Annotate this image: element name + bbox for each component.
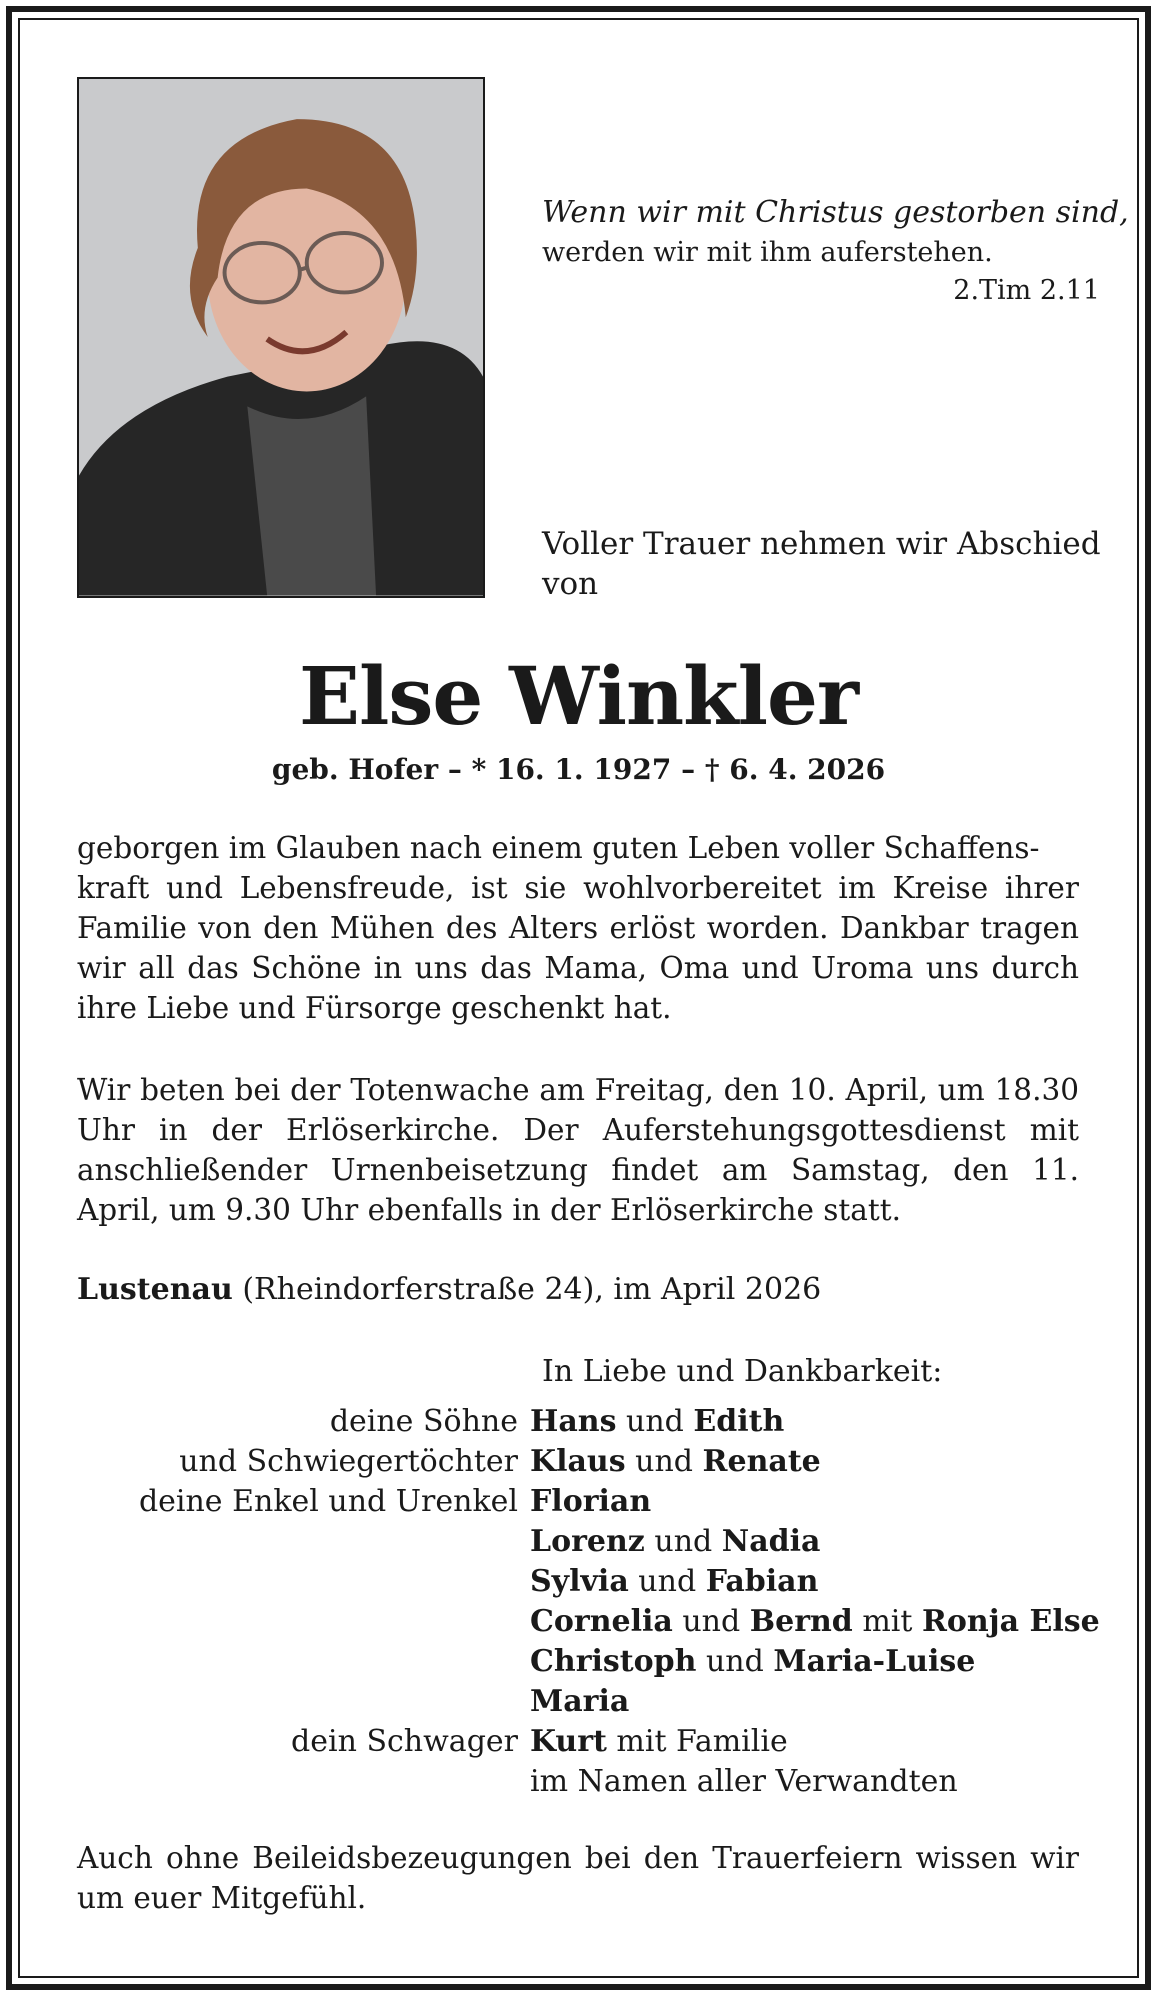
mourner-connector: und	[696, 1644, 774, 1679]
mourner-relation: deine Enkel und Urenkel	[138, 1484, 518, 1519]
closing-paragraph: Auch ohne Beileidsbezeugungen bei den Trauerfeiern wissen wir um euer Mitgefühl.	[77, 1841, 1079, 1915]
mourner-row	[0, 1482, 1157, 1522]
mourner-names	[530, 1562, 1157, 1602]
mourner-names	[530, 1602, 1157, 1642]
mourner-row	[0, 1602, 1157, 1642]
mourner-name: Sylvia	[530, 1564, 629, 1599]
mourner-name: Lorenz	[530, 1524, 645, 1559]
mourner-name: Renate	[702, 1444, 821, 1479]
deceased-dates: geb. Hofer – * 16. 1. 1927 – † 6. 4. 2026	[271, 753, 886, 786]
mourner-relation: und Schwiegertöchter	[179, 1444, 518, 1479]
mourner-names	[530, 1482, 1157, 1522]
mourner-row	[0, 1642, 1157, 1682]
mourner-name: Cornelia	[530, 1604, 673, 1639]
mourner-name: Hans	[530, 1404, 617, 1439]
portrait-photo	[77, 77, 485, 598]
mourner-row	[0, 1682, 1157, 1722]
mourner-connector: mit Familie	[606, 1724, 788, 1759]
mourner-relation	[0, 1682, 530, 1722]
verse-line-1: Wenn wir mit Christus gestorben sind,	[542, 195, 1129, 230]
mourner-relation: deine Söhne	[329, 1404, 518, 1439]
mourner-name: Christoph	[530, 1644, 697, 1679]
mourner-name: Klaus	[530, 1444, 626, 1479]
mourner-name: Florian	[530, 1484, 652, 1519]
deceased-name: Else Winkler	[298, 649, 858, 743]
mourner-row	[0, 1442, 1157, 1482]
mourner-row	[0, 1522, 1157, 1562]
mourner-names	[530, 1682, 1157, 1722]
mourner-connector: mit	[852, 1604, 922, 1639]
place-town: Lustenau	[77, 1272, 233, 1307]
mourner-list	[0, 1402, 1157, 1802]
mourner-row	[0, 1402, 1157, 1442]
mourner-connector: und	[644, 1524, 722, 1559]
place-detail: (Rheindorferstraße 24), im April 2026	[232, 1272, 822, 1307]
mourner-names	[530, 1762, 1157, 1802]
mourner-name: Kurt	[530, 1724, 607, 1759]
mourner-connector: und	[672, 1604, 750, 1639]
mourner-relation	[0, 1522, 530, 1562]
mourner-row	[0, 1722, 1157, 1762]
mourner-names	[530, 1642, 1157, 1682]
bible-verse	[542, 193, 1129, 306]
intro-text: Voller Trauer nehmen wir Abschied von	[542, 526, 1101, 602]
mourner-names	[530, 1522, 1157, 1562]
mourner-connector: und	[628, 1564, 706, 1599]
mourner-connector: im Namen aller Verwandten	[530, 1764, 958, 1799]
mourner-relation: dein Schwager	[291, 1724, 518, 1759]
tribute-paragraph: geborgen im Glauben nach einem guten Leben voller Schaffens- kraft und Lebensfreude, ist sie wohlvorbereitet im Kreise ihrer Familie von den Mühen des Alters erlöst worden. Dankbar tragen wir all das Schöne in uns das Mama, Oma und Uroma uns durch ihre Liebe und Fürsorge geschenkt hat.	[77, 831, 1079, 1025]
mourner-name: Ronja Else	[921, 1604, 1100, 1639]
mourner-relation	[0, 1602, 530, 1642]
mourner-connector: und	[625, 1444, 703, 1479]
service-paragraph: Wir beten bei der Totenwache am Freitag, den 10. April, um 18.30 Uhr in der Erlöserkirche. Der Auferstehungsgottesdienst mit anschließender Urnenbeisetzung findet am Samstag, den 11. April, um 9.30 Uhr ebenfalls in der Erlöserkirche statt.	[77, 1073, 1079, 1227]
mourner-name: Edith	[693, 1404, 785, 1439]
mourner-connector: und	[616, 1404, 694, 1439]
mourner-row	[0, 1762, 1157, 1802]
mourner-names	[530, 1442, 1157, 1482]
thanks-line: In Liebe und Dankbarkeit:	[542, 1354, 943, 1389]
mourner-relation	[0, 1642, 530, 1682]
mourner-name: Fabian	[705, 1564, 819, 1599]
mourner-name: Maria	[530, 1684, 630, 1719]
mourner-names	[530, 1722, 1157, 1762]
place-line	[77, 1270, 821, 1310]
mourner-relation	[0, 1762, 530, 1802]
mourner-names	[530, 1402, 1157, 1442]
verse-line-2: werden wir mit ihm auferstehen.	[542, 237, 993, 268]
mourner-name: Maria-Luise	[773, 1644, 976, 1679]
mourner-row	[0, 1562, 1157, 1602]
mourner-name: Nadia	[721, 1524, 821, 1559]
mourner-relation	[0, 1562, 530, 1602]
mourner-name: Bernd	[749, 1604, 853, 1639]
verse-reference: 2.Tim 2.11	[953, 275, 1100, 306]
